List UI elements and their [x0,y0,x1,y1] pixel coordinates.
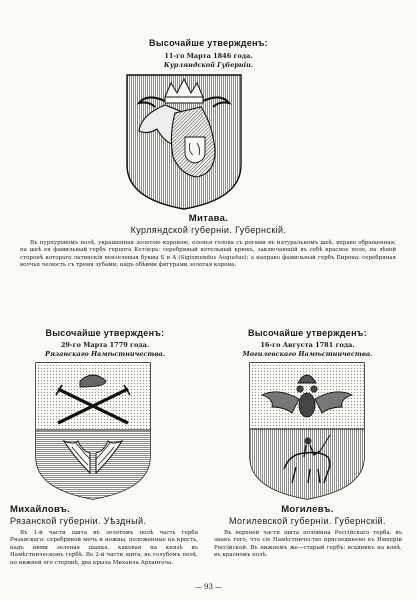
right-date: 16-го Августа 1781 года. [260,341,355,349]
top-approved: Высочайше утвержденъ: [149,38,268,48]
top-description: Въ пурпуровомъ полѣ, украшенная золотою короною, оленья голова съ рогами въ натуральномъ шеѣ, вправо обращенная; на шеѣ ея фамильный гербъ герцога Кетлера: серебряный котельный крюкъ, заключающій въ себѣ красное поле, на лѣвой сторонѣ котораго латинскія вензелевыя буквы S и A (Sigismundus Augustus); а направо фамильный гербъ Бирона: серебряная волчья челюсть съ тремя зубами; надъ обѣими фигурами золотая корона. [20,240,396,269]
top-date: 11-го Марта 1846 года. [164,52,253,60]
top-governorate: Курляндской Губерніи. [163,61,254,69]
left-approved: Высочайше утвержденъ: [45,328,165,338]
right-city: Могилевъ. [281,504,334,515]
right-description: Въ верхней части щита половина Россійскаго герба, въ знакъ того, что сіе Намѣстничество присоединено къ Имперіи Россійской. Въ нижнемъ же—старый гербъ: всадникъ на конѣ, въ красномъ полѣ. [214,530,402,559]
top-city: Митава. [188,213,229,224]
top-province: Курляндской губерніи. Губернскій. [130,225,287,235]
right-province: Могилевской губерніи. Губернскій. [229,516,386,526]
mikhailov-coat-of-arms [34,361,152,501]
mitava-coat-of-arms [125,73,243,211]
right-governorate: Могилевскаго Намѣстничества. [242,350,373,358]
left-province: Рязанской губерніи. Уѣздный. [10,516,147,526]
left-description: Въ 1-й части щита въ золотомъ полѣ часть герба Рязанскаго: серебряной мечь и ножны, положенные на кресть, надъ ними зеленая шапка, каковая на князѣ въ Намѣстническомъ гербѣ. Во 2-й части щита, въ голубомъ полѣ, по нижней его сторонѣ, два крыла Михаила Архангела. [10,530,198,566]
left-city: Михайловъ. [10,504,71,515]
mogilev-coat-of-arms [248,361,366,501]
left-governorate: Рязанскаго Намѣстничества. [45,350,165,358]
right-approved: Высочайше утвержденъ: [248,328,367,338]
left-date: 29-го Марта 1779 года. [60,341,150,349]
page-number: — 93 — [194,583,223,591]
